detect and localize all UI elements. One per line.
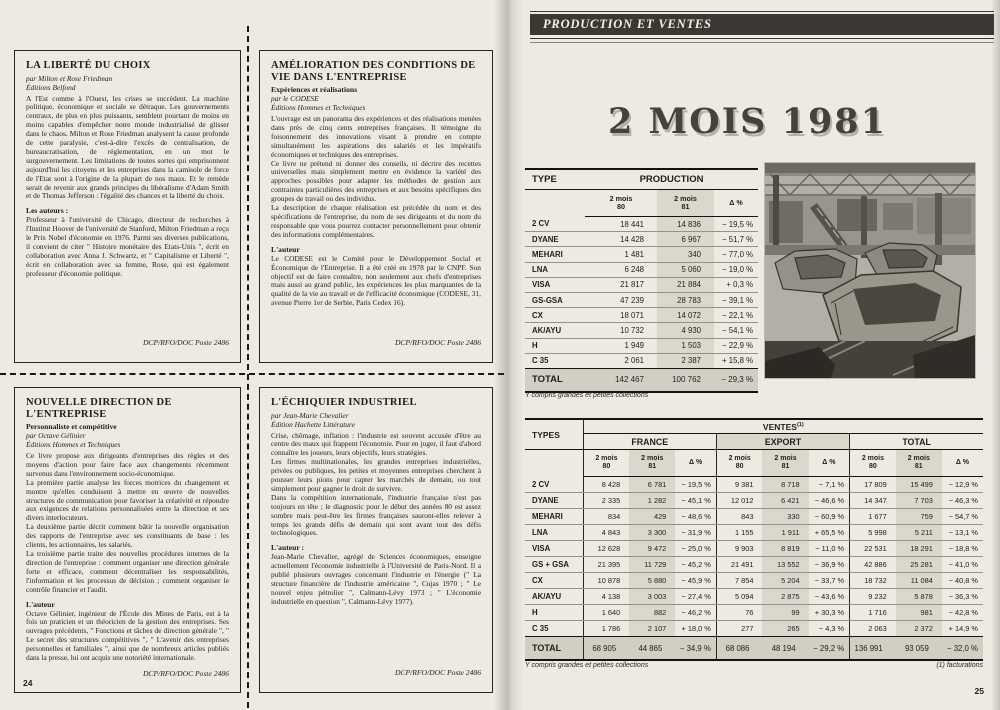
sales-value: 21 395 xyxy=(583,557,629,573)
sales-total-value: − 29,2 % xyxy=(809,637,850,661)
sales-value: − 42,8 % xyxy=(942,605,983,621)
sales-value: 76 xyxy=(716,605,762,621)
production-row xyxy=(525,247,758,262)
cut-line-horizontal xyxy=(0,373,504,375)
sales-table xyxy=(525,418,983,661)
production-type: AK/AYU xyxy=(525,323,585,338)
sales-value: − 36,9 % xyxy=(809,557,850,573)
sales-value: − 31,9 % xyxy=(675,525,716,541)
sales-value: 1 911 xyxy=(762,525,808,541)
sales-value: + 14,9 % xyxy=(942,621,983,637)
production-type: GS-GSA xyxy=(525,292,585,307)
sales-value: 3 300 xyxy=(629,525,675,541)
article-title: LA LIBERTÉ DU CHOIX xyxy=(26,60,151,71)
sales-subheader: 2 mois 81 xyxy=(762,450,808,477)
sales-subheader-spacer xyxy=(525,450,583,477)
sales-col-type: TYPES xyxy=(525,419,583,450)
production-row xyxy=(525,323,758,338)
article-body xyxy=(271,432,481,539)
production-value: − 77,0 % xyxy=(714,247,758,262)
article-publisher: Édition Hachette Littérature xyxy=(271,419,355,429)
sales-value: 14 347 xyxy=(850,493,896,509)
article-title: NOUVELLE DIRECTION DE L'ENTREPRISE xyxy=(26,397,172,420)
production-type: VISA xyxy=(525,277,585,292)
sales-total-value: 68 086 xyxy=(716,637,762,661)
article-byline: par le CODESE xyxy=(271,94,319,103)
production-value: + 0,3 % xyxy=(714,277,758,292)
sales-type: CX xyxy=(525,573,583,589)
doc-reference: DCP/RFO/DOC Poste 2486 xyxy=(394,338,481,348)
production-value: 18 071 xyxy=(585,308,657,323)
production-value: − 22,1 % xyxy=(714,308,758,323)
header-rule-bottom-2 xyxy=(530,42,994,43)
sales-total-value: − 32,0 % xyxy=(942,637,983,661)
sales-value: 843 xyxy=(716,509,762,525)
article-paragraph: Dans la compétition internationale, l'industrie française n'est pas toujours en tête ; le diagnostic pour le début des années 80 est assez sombre mais peut-être les firmes françaises sauront-elles relever à temps les grands défis de demain qui sont avant tout des défis technologiques. xyxy=(271,492,481,538)
sales-value: 42 886 xyxy=(850,557,896,573)
sales-value: − 4,3 % xyxy=(809,621,850,637)
sales-subheader: Δ % xyxy=(809,450,850,477)
cut-line-vertical xyxy=(247,26,249,708)
sales-value: 8 428 xyxy=(583,477,629,493)
sales-row xyxy=(525,605,983,621)
production-row xyxy=(525,262,758,277)
article-paragraph: La première partie analyse les forces motrices du changement et montre qu'elles conduisent à mettre en œuvre de nouvelles structures de communication pour favoriser la créativité et répondre aux exigences de relations personnalisées entre la direction et ses divers interlocuteurs. xyxy=(26,477,229,523)
production-type: H xyxy=(525,338,585,353)
sales-value: − 45,2 % xyxy=(675,557,716,573)
sales-value: 18 732 xyxy=(850,573,896,589)
sales-total-value: − 34,9 % xyxy=(675,637,716,661)
sales-value: 7 854 xyxy=(716,573,762,589)
sales-value: 15 499 xyxy=(896,477,942,493)
sales-subheader: 2 mois 81 xyxy=(896,450,942,477)
sales-value: − 12,9 % xyxy=(942,477,983,493)
sales-value: 2 372 xyxy=(896,621,942,637)
production-total-value: 100 762 xyxy=(657,368,714,392)
sales-value: − 33,7 % xyxy=(809,573,850,589)
production-subheader: Δ % xyxy=(714,190,758,217)
sales-value: 17 809 xyxy=(850,477,896,493)
sales-title-footnote-mark: (1) xyxy=(796,421,804,428)
sales-value: − 43,6 % xyxy=(809,589,850,605)
sales-value: − 46,2 % xyxy=(675,605,716,621)
sales-value: − 25,0 % xyxy=(675,541,716,557)
sales-value: 6 781 xyxy=(629,477,675,493)
article-nouvelle-direction xyxy=(14,387,241,693)
sales-title-row xyxy=(525,419,983,434)
production-row xyxy=(525,353,758,368)
sales-value: 1 640 xyxy=(583,605,629,621)
article-author-text: Le CODESE est le Comité pour le Développement Social et Économique de l'Entreprise. Il a été créé en 1978 par le CNPF. Son objectif est de faire connaître, non seulement aux chefs d'entreprises mais aussi au grand public, les expériences les plus marquantes de la qualité de la vie au travail et de l'efficacité économique (CODESE, 31, avenue Pierre 1er de Serbie, Paris Cedex 16). xyxy=(271,253,481,308)
production-value: + 15,8 % xyxy=(714,353,758,368)
production-type: LNA xyxy=(525,262,585,277)
sales-footnote-left: Y compris grandes et petites collections xyxy=(525,662,649,669)
production-value: − 54,1 % xyxy=(714,323,758,338)
sales-type: H xyxy=(525,605,583,621)
production-value: 14 836 xyxy=(657,217,714,232)
sales-value: 2 335 xyxy=(583,493,629,509)
production-row xyxy=(525,338,758,353)
sales-group-header: TOTAL xyxy=(850,434,983,450)
sales-value: 8 718 xyxy=(762,477,808,493)
sales-value: 5 094 xyxy=(716,589,762,605)
page-number-right: 25 xyxy=(974,686,984,696)
sales-row xyxy=(525,573,983,589)
sales-value: 6 421 xyxy=(762,493,808,509)
production-value: 1 481 xyxy=(585,247,657,262)
production-value: 18 441 xyxy=(585,217,657,232)
article-paragraph: Crise, chômage, inflation : l'industrie est souvent accusée d'être au centre des maux qui frappent l'économie. Pour en juger, il faut d'abord connaître les joueurs, leurs objectifs, leurs stratégies. xyxy=(271,430,481,458)
sales-value: − 45,9 % xyxy=(675,573,716,589)
production-table xyxy=(525,168,758,393)
sales-value: − 46,6 % xyxy=(809,493,850,509)
production-value: 6 967 xyxy=(657,232,714,247)
production-value: 2 387 xyxy=(657,353,714,368)
sales-subheader: 2 mois 80 xyxy=(850,450,896,477)
production-value: 5 060 xyxy=(657,262,714,277)
sales-value: 12 628 xyxy=(583,541,629,557)
sales-value: 429 xyxy=(629,509,675,525)
sales-value: 11 729 xyxy=(629,557,675,573)
production-total-value: − 29,3 % xyxy=(714,368,758,392)
page-title: 2 MOIS 1981 xyxy=(607,101,887,143)
article-author-heading: L'auteur : xyxy=(271,543,304,553)
sales-total-value: 68 905 xyxy=(583,637,629,661)
sales-value: − 19,5 % xyxy=(675,477,716,493)
article-author-text: Jean-Marie Chevalier, agrégé de Sciences économiques, enseigne actuellement l'économie industrielle à l'Université de Paris-Nord. Il a publié plusieurs ouvrages concernant l'industrie et l'énergie (" La structure financière de l'industrie américaine ", Cujas 1970 ; " Le nouvel enjeu pétrolier ", Calmann-Lévy 1973 ; " L'économie industrielle en question ", Calmann-Lévy 1977). xyxy=(271,552,481,606)
sales-row xyxy=(525,525,983,541)
sales-value: 2 107 xyxy=(629,621,675,637)
article-author-text: Professeur à l'université de Chicago, directeur de recherches à l'Institut Hoover de l'université de Stanford, Milton Friedman a reçu le Prix Nobel d'économie en 1976. Parmi ses diverses publications, il convient de citer " Histoire monétaire des Etats-Unis ", écrit en collaboration avec Anna J. Schwartz, et " Capitalisme et Liberté ", écrit en collaboration avec sa femme, Rose, qui est également professeur d'économie politique. xyxy=(26,215,229,278)
sales-value: − 45,1 % xyxy=(675,493,716,509)
sales-value: + 65,5 % xyxy=(809,525,850,541)
sales-value: 25 281 xyxy=(896,557,942,573)
production-subheader: 2 mois 80 xyxy=(585,190,657,217)
article-paragraph: A l'Est comme à l'Ouest, les crises se succèdent. La machine politique, économique et sociale se détraque. Les gouvernements centraux, de plus en plus puissants, semblent pourtant de moins en moins capables d'empêcher notre monde industrialisé de glisser dans le chaos. Milton et Rose Friedman analysent la cause profonde de cette paralysie, c'est-à-dire l'excès de centralisation, de bureaucratisation, de réglementation, en un mot le surgouvernement. Les limitations de toutes sortes qui emprisonnent aujourd'hui les citoyens et les entreprises dans la camisole de force de l'Etat sont à l'origine de la plupart de nos maux. Et le remède serait de revenir aux grands principes du libéralisme d'Adam Smith et de Thomas Jefferson : l'égalité des chances et la liberté du choix. xyxy=(26,93,229,201)
sales-value: 22 531 xyxy=(850,541,896,557)
article-paragraph: La deuxième partie décrit comment bâtir la nouvelle organisation des rapports de l'entreprise avec ses constituants de base : les clients, les actionnaires, les salariés. xyxy=(26,522,229,550)
sales-total-value: 48 194 xyxy=(762,637,808,661)
sales-value: − 41,0 % xyxy=(942,557,983,573)
page-number-left: 24 xyxy=(23,678,33,688)
article-paragraph: La description de chaque réalisation est précédée du nom et des spécifications de l'entreprise, du nom de ses dirigeants et du nom du responsable que vous pourrez contacter personnellement pour obtenir des informations complémentaires. xyxy=(271,203,481,239)
sales-value: 981 xyxy=(896,605,942,621)
sales-row xyxy=(525,477,983,493)
sales-value: + 18,0 % xyxy=(675,621,716,637)
article-publisher: Éditions Belfond xyxy=(26,82,76,92)
article-paragraph: Ce livre ne prétend ni donner des conseils, ni décrire des recettes universelles mais simplement mettre en évidence la variété des approches possibles pour adapter les méthodes de gestion aux contraintes particulières des entreprises et aux besoins spécifiques des groupes de travail ou des individus. xyxy=(271,158,481,204)
production-row xyxy=(525,277,758,292)
sales-value: − 36,3 % xyxy=(942,589,983,605)
sales-value: 5 998 xyxy=(850,525,896,541)
sales-value: 1 282 xyxy=(629,493,675,509)
sales-row xyxy=(525,493,983,509)
sales-value: 3 003 xyxy=(629,589,675,605)
sales-type: GS + GSA xyxy=(525,557,583,573)
article-author-heading: Les auteurs : xyxy=(26,206,69,216)
sales-value: − 46,3 % xyxy=(942,493,983,509)
sales-value: 330 xyxy=(762,509,808,525)
sales-type: LNA xyxy=(525,525,583,541)
sales-value: + 30,3 % xyxy=(809,605,850,621)
article-echiquier-industriel xyxy=(259,387,493,693)
sales-subheader: Δ % xyxy=(942,450,983,477)
sales-value: 4 843 xyxy=(583,525,629,541)
sales-value: 9 903 xyxy=(716,541,762,557)
sales-value: 11 084 xyxy=(896,573,942,589)
article-publisher: Éditions Hommes et Techniques xyxy=(271,103,366,112)
doc-reference: DCP/RFO/DOC Poste 2486 xyxy=(142,668,229,678)
sales-value: 10 878 xyxy=(583,573,629,589)
article-byline: par Octave Gélinier xyxy=(26,431,86,440)
article-subtitle: Personnaliste et compétitive xyxy=(26,422,117,431)
doc-reference: DCP/RFO/DOC Poste 2486 xyxy=(142,338,229,348)
sales-value: 1 716 xyxy=(850,605,896,621)
sales-value: − 40,8 % xyxy=(942,573,983,589)
sales-value: 5 880 xyxy=(629,573,675,589)
production-value: 47 239 xyxy=(585,292,657,307)
sales-value: 13 552 xyxy=(762,557,808,573)
production-total-label: TOTAL xyxy=(525,368,585,392)
production-value: 4 930 xyxy=(657,323,714,338)
sales-value: 9 232 xyxy=(850,589,896,605)
production-footnote: Y compris grandes et petites collections xyxy=(525,392,649,399)
production-value: 21 817 xyxy=(585,277,657,292)
sales-row xyxy=(525,557,983,573)
production-value: − 19,5 % xyxy=(714,217,758,232)
page-edge-shadow xyxy=(991,0,1000,710)
production-header-row xyxy=(525,169,758,190)
sales-value: 9 472 xyxy=(629,541,675,557)
sales-total-label: TOTAL xyxy=(525,637,583,661)
article-title: AMÉLIORATION DES CONDITIONS DE VIE DANS L'ENTREPRISE xyxy=(271,60,476,83)
production-total-row xyxy=(525,368,758,392)
article-body xyxy=(26,452,229,595)
section-header-bar xyxy=(530,14,994,35)
article-author-heading: L'auteur xyxy=(26,599,55,609)
production-value: 21 884 xyxy=(657,277,714,292)
article-paragraph: La troisième partie traite des nouvelles procédures internes de la direction de l'entreprise : comment organiser une direction générale forte et efficace, comment décentraliser les responsabilités, l'information et les processus de décision ; comment organiser le contrôle financier et l'audit. xyxy=(26,548,229,594)
factory-photo xyxy=(765,163,975,378)
article-paragraph: Ce livre propose aux dirigeants d'entreprises des règles et des moyens d'action pour faire face aux changements récemment survenus dans l'environnement socio-économique. xyxy=(26,451,229,478)
article-publisher: Éditions Hommes et Techniques xyxy=(26,440,121,449)
sales-type: DYANE xyxy=(525,493,583,509)
production-col-type: TYPE xyxy=(525,169,585,190)
sales-subheader: 2 mois 80 xyxy=(583,450,629,477)
sales-value: 1 677 xyxy=(850,509,896,525)
section-header-label: PRODUCTION ET VENTES xyxy=(543,17,712,31)
production-row xyxy=(525,217,758,232)
sales-value: − 7,1 % xyxy=(809,477,850,493)
production-value: − 51,7 % xyxy=(714,232,758,247)
article-subtitle: Expériences et réalisations xyxy=(271,85,358,94)
sales-type: VISA xyxy=(525,541,583,557)
sales-row xyxy=(525,509,983,525)
production-type: C 35 xyxy=(525,353,585,368)
production-value: 6 248 xyxy=(585,262,657,277)
production-type: MEHARI xyxy=(525,247,585,262)
production-total-value: 142 467 xyxy=(585,368,657,392)
page-right xyxy=(505,0,1000,710)
sales-type: C 35 xyxy=(525,621,583,637)
production-type: DYANE xyxy=(525,232,585,247)
production-type: CX xyxy=(525,308,585,323)
sales-value: 5 204 xyxy=(762,573,808,589)
header-rule-bottom-1 xyxy=(530,38,994,39)
sales-group-header: EXPORT xyxy=(716,434,849,450)
header-rule-top xyxy=(530,11,994,12)
sales-value: 1 786 xyxy=(583,621,629,637)
sales-subheader: 2 mois 80 xyxy=(716,450,762,477)
sales-value: 8 819 xyxy=(762,541,808,557)
sales-total-value: 136 991 xyxy=(850,637,896,661)
production-value: 10 732 xyxy=(585,323,657,338)
production-subheader-row xyxy=(525,190,758,217)
sales-value: 5 878 xyxy=(896,589,942,605)
sales-type: 2 CV xyxy=(525,477,583,493)
sales-subheader-row xyxy=(525,450,983,477)
production-group-header: PRODUCTION xyxy=(585,169,758,190)
factory-assembly-line-illustration xyxy=(765,163,975,378)
article-body xyxy=(271,115,481,240)
sales-total-row xyxy=(525,637,983,661)
article-amelioration-conditions xyxy=(259,50,493,363)
sales-value: 7 703 xyxy=(896,493,942,509)
sales-groups-row xyxy=(525,434,983,450)
sales-subheader: Δ % xyxy=(675,450,716,477)
article-title: L'ÉCHIQUIER INDUSTRIEL xyxy=(271,397,417,408)
production-row xyxy=(525,232,758,247)
sales-value: 18 291 xyxy=(896,541,942,557)
production-value: 1 949 xyxy=(585,338,657,353)
sales-total-value: 44 865 xyxy=(629,637,675,661)
sales-row xyxy=(525,541,983,557)
production-value: − 22,9 % xyxy=(714,338,758,353)
production-subheader: 2 mois 81 xyxy=(657,190,714,217)
sales-value: − 54,7 % xyxy=(942,509,983,525)
sales-value: 5 211 xyxy=(896,525,942,541)
sales-value: − 11,0 % xyxy=(809,541,850,557)
article-la-liberte-du-choix xyxy=(14,50,241,363)
article-byline: par Milton et Rose Friedman xyxy=(26,73,113,83)
sales-table-body xyxy=(525,477,983,637)
sales-value: 265 xyxy=(762,621,808,637)
production-type: 2 CV xyxy=(525,217,585,232)
sales-footnote-right: (1) facturations xyxy=(936,662,983,669)
production-value: 340 xyxy=(657,247,714,262)
doc-reference: DCP/RFO/DOC Poste 2486 xyxy=(394,668,481,678)
sales-value: 2 875 xyxy=(762,589,808,605)
sales-type: MEHARI xyxy=(525,509,583,525)
production-table-body xyxy=(525,217,758,369)
sales-value: − 60,9 % xyxy=(809,509,850,525)
sales-value: 12 012 xyxy=(716,493,762,509)
production-value: 2 061 xyxy=(585,353,657,368)
production-value: 1 503 xyxy=(657,338,714,353)
article-body xyxy=(26,95,229,202)
article-author-text: Octave Gélinier, ingénieur de l'École des Mines de Paris, est à la fois un praticien et un théoricien de la gestion des entreprises. Ses ouvrages précédents, " Fonctions et tâches de direction générale ", " Le secret des structures compétitives ", " L'avenir des entreprises personnelles et familiales ", ainsi que de nombreux articles publiés dans la presse, lui ont acquis une notoriété internationale. xyxy=(26,608,229,663)
sales-value: 882 xyxy=(629,605,675,621)
sales-value: − 13,1 % xyxy=(942,525,983,541)
sales-title-text: VENTES xyxy=(762,421,797,432)
sales-group-header: FRANCE xyxy=(583,434,716,450)
sales-value: − 48,6 % xyxy=(675,509,716,525)
production-row xyxy=(525,292,758,307)
sales-value: 99 xyxy=(762,605,808,621)
article-paragraph: Les firmes multinationales, les grandes entreprises industrielles, privées ou publiques, les petites et moyennes entreprises cherchent à pousser leurs pions pour capter les marchés de demain, ou tout simplement pour gagner le droit de survivre. xyxy=(271,457,481,493)
sales-type: AK/AYU xyxy=(525,589,583,605)
sales-title xyxy=(583,419,983,434)
production-value: 14 072 xyxy=(657,308,714,323)
sales-value: 21 491 xyxy=(716,557,762,573)
production-value: − 39,1 % xyxy=(714,292,758,307)
sales-total-value: 93 059 xyxy=(896,637,942,661)
sales-value: − 27,4 % xyxy=(675,589,716,605)
sales-value: 277 xyxy=(716,621,762,637)
sales-subheader: 2 mois 81 xyxy=(629,450,675,477)
sales-value: 834 xyxy=(583,509,629,525)
article-byline: par Jean-Marie Chevalier xyxy=(271,410,349,420)
production-value: 14 428 xyxy=(585,232,657,247)
production-subheader-spacer xyxy=(525,190,585,217)
article-author-heading: L'auteur xyxy=(271,244,300,254)
sales-value: 2 063 xyxy=(850,621,896,637)
article-paragraph: L'ouvrage est un panorama des expériences et des réalisations menées dans près de cinq cents entreprises françaises. Il témoigne du foisonnement des innovations visant à prendre en compte simultanément les aspirations des salariés et les impératifs économiques et techniques des entreprises. xyxy=(271,114,481,159)
production-value: − 19,0 % xyxy=(714,262,758,277)
sales-value: 4 138 xyxy=(583,589,629,605)
sales-value: 9 381 xyxy=(716,477,762,493)
sales-value: − 18,8 % xyxy=(942,541,983,557)
sales-row xyxy=(525,589,983,605)
production-row xyxy=(525,308,758,323)
production-value: 28 783 xyxy=(657,292,714,307)
sales-value: 1 155 xyxy=(716,525,762,541)
sales-value: 759 xyxy=(896,509,942,525)
sales-row xyxy=(525,621,983,637)
